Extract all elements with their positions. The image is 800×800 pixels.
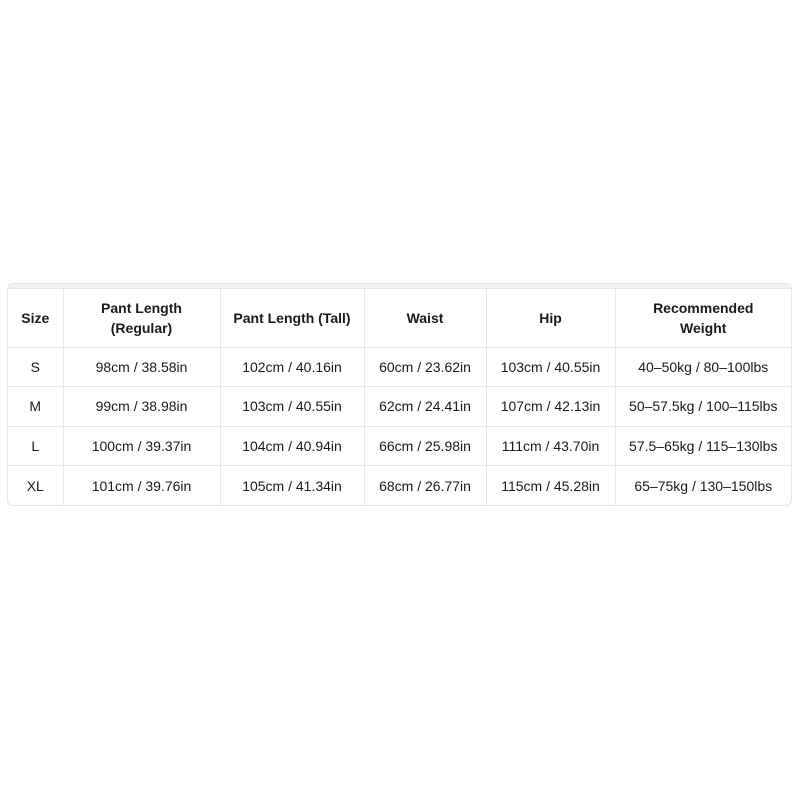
cell-recommended-weight: 50–57.5kg / 100–115lbs — [615, 387, 791, 427]
header-size: Size — [8, 289, 63, 347]
header-recommended-weight-text: Recommended Weight — [653, 299, 754, 336]
cell-size: XL — [8, 466, 63, 506]
cell-pant-length-tall: 104cm / 40.94in — [220, 426, 364, 466]
cell-hip: 103cm / 40.55in — [486, 347, 615, 387]
cell-size: L — [8, 426, 63, 466]
header-pant-length-regular — [63, 289, 220, 347]
header-pant-length-regular-text: Pant Length (Regular) — [101, 299, 182, 336]
cell-hip: 115cm / 45.28in — [486, 466, 615, 506]
table-row — [8, 466, 791, 506]
cell-pant-length-regular: 99cm / 38.98in — [63, 387, 220, 427]
cell-waist: 60cm / 23.62in — [364, 347, 486, 387]
table-row — [8, 387, 791, 427]
cell-hip: 111cm / 43.70in — [486, 426, 615, 466]
table-row — [8, 426, 791, 466]
cell-hip: 107cm / 42.13in — [486, 387, 615, 427]
size-chart-table — [7, 283, 792, 506]
header-recommended-weight — [615, 289, 791, 347]
cell-pant-length-tall: 103cm / 40.55in — [220, 387, 364, 427]
header-row — [8, 289, 791, 347]
size-chart — [8, 289, 791, 505]
header-hip: Hip — [486, 289, 615, 347]
header-waist: Waist — [364, 289, 486, 347]
cell-waist: 68cm / 26.77in — [364, 466, 486, 506]
cell-pant-length-tall: 102cm / 40.16in — [220, 347, 364, 387]
cell-recommended-weight: 40–50kg / 80–100lbs — [615, 347, 791, 387]
table-row — [8, 347, 791, 387]
cell-pant-length-regular: 101cm / 39.76in — [63, 466, 220, 506]
cell-waist: 62cm / 24.41in — [364, 387, 486, 427]
cell-recommended-weight: 57.5–65kg / 115–130lbs — [615, 426, 791, 466]
cell-pant-length-regular: 100cm / 39.37in — [63, 426, 220, 466]
cell-recommended-weight: 65–75kg / 130–150lbs — [634, 477, 773, 494]
cell-pant-length-regular: 98cm / 38.58in — [63, 347, 220, 387]
cell-waist: 66cm / 25.98in — [364, 426, 486, 466]
cell-size: M — [8, 387, 63, 427]
cell-size: S — [8, 347, 63, 387]
header-pant-length-tall: Pant Length (Tall) — [220, 289, 364, 347]
cell-pant-length-tall: 105cm / 41.34in — [220, 466, 364, 506]
